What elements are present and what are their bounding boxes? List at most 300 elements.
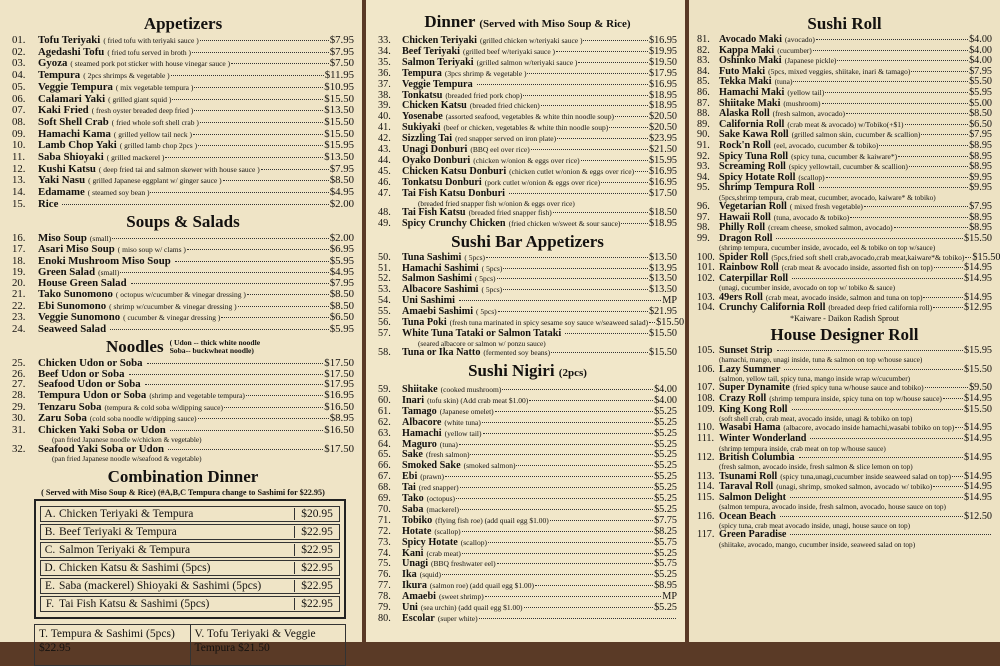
item-name: Tobiko <box>402 514 433 526</box>
item-number: 108. <box>697 393 715 405</box>
menu-panel-left <box>0 0 362 654</box>
item-name: Veggie Sunomono <box>38 311 121 324</box>
item-name: Chicken Udon or Soba <box>38 356 143 369</box>
item-number: 103. <box>697 291 715 303</box>
item-name: Tonkatsu Donburi <box>402 176 482 188</box>
dot-leader <box>524 607 654 608</box>
item-price: $13.50 <box>324 104 354 117</box>
dot-leader <box>846 113 968 114</box>
item-desc: (pork cutlet w/onion & eggs over rice) <box>484 177 601 187</box>
item-desc: (beef or chicken, vegetables & white thin noodle soup) <box>443 123 609 133</box>
item-desc: (white tuna) <box>444 417 481 427</box>
item-name: Green Salad <box>38 265 96 278</box>
item-desc: (cold soba noodle w/dipping sauce) <box>89 414 197 424</box>
dot-leader <box>921 134 968 135</box>
dinner-title: Dinner <box>424 12 476 31</box>
item-price: $17.50 <box>324 443 354 455</box>
dot-leader <box>780 516 963 517</box>
item-name: Avocado Maki <box>719 34 782 45</box>
item-name: Spicy Tuna Roll <box>719 150 789 162</box>
item-desc: (Japanese omelet) <box>439 406 494 416</box>
nigiri-subtitle: (2pcs) <box>558 366 587 379</box>
dot-leader <box>556 51 648 52</box>
item-price: $5.25 <box>654 602 677 614</box>
item-name: Sukiyaki <box>402 122 441 134</box>
item-name: Philly Roll <box>719 222 766 234</box>
item-name: Smoked Sake <box>402 460 461 472</box>
item-price: $15.50 <box>656 317 685 329</box>
menu-item <box>378 559 677 570</box>
dot-leader <box>488 542 653 543</box>
item-price: $15.50 <box>324 115 354 128</box>
item-price: $9.95 <box>969 171 992 183</box>
designer-list <box>697 346 992 549</box>
item-name: Kaki Fried <box>38 104 89 117</box>
dot-leader <box>943 398 963 399</box>
item-name: Edamame <box>38 186 85 199</box>
dinner-subtitle: (Served with Miso Soup & Rice) <box>479 18 631 30</box>
item-name: Oshinko Maki <box>719 55 782 67</box>
item-number: 51. <box>378 262 391 274</box>
item-name: Spider Roll <box>719 251 769 263</box>
item-number: 80. <box>378 613 391 624</box>
combo-name: Saba (mackerel) Shioyaki & Sashimi (5pcs) <box>59 579 262 592</box>
item-name: Amaebi Sashimi <box>402 306 474 318</box>
combo-row <box>40 560 340 576</box>
item-name: Tako <box>402 493 424 505</box>
item-desc: ( 5pcs) <box>481 263 503 273</box>
menu-item <box>12 199 354 210</box>
item-desc: (sea urchin) (add quail egg $1.00) <box>420 603 523 613</box>
item-number: 25. <box>12 356 26 369</box>
item-number: 41. <box>378 122 391 134</box>
dot-leader <box>777 350 963 351</box>
dot-leader <box>502 389 653 390</box>
item-number: 71. <box>378 514 391 526</box>
item-name: Chicken Katsu <box>402 100 467 112</box>
item-number: 107. <box>697 382 715 394</box>
item-price: $5.75 <box>654 536 677 548</box>
dot-leader <box>485 596 662 597</box>
menu-item <box>12 35 354 47</box>
item-desc: (chicken cutlet w/onion & eggs over rice) <box>509 166 635 176</box>
item-desc: (fried chicken w/sweet & sour sauce) <box>508 218 621 228</box>
item-number: 09. <box>12 127 26 140</box>
item-desc: (cucumber) <box>777 45 812 55</box>
item-price: $7.95 <box>329 34 354 46</box>
item-number: 100. <box>697 251 715 263</box>
noodles-note <box>170 339 261 355</box>
item-desc: (small) <box>89 233 112 243</box>
item-name: Chicken Katsu Donburi <box>402 165 507 177</box>
item-price: $10.95 <box>324 80 354 93</box>
item-number: 26. <box>12 367 26 380</box>
item-name: Asari Miso Soup <box>38 243 115 256</box>
item-desc: (fresh tuna marinated in spicy sesame soy sauce w/seaweed salad) <box>449 318 649 328</box>
dot-leader <box>187 249 329 250</box>
menu-item <box>12 390 354 402</box>
dot-leader <box>497 563 653 564</box>
item-name: Kappa Maki <box>719 44 775 56</box>
item-subdesc: (fresh salmon, avocado inside, fresh salmon & slice lemon on top) <box>719 462 913 472</box>
item-name: Shrimp Tempura Roll <box>719 182 815 194</box>
item-name: Unagi Donburi <box>402 144 468 156</box>
item-price: $8.50 <box>329 174 354 187</box>
item-number: 91. <box>697 139 710 151</box>
item-number: 47. <box>378 187 391 199</box>
item-name: Tai Fish Katsu <box>402 206 466 218</box>
item-number: 45. <box>378 165 391 177</box>
item-desc: ( grilled Japanese eggplant w/ ginger sauce ) <box>88 176 222 186</box>
dot-leader <box>529 400 653 401</box>
item-desc: (scallop) <box>798 172 825 182</box>
dot-leader <box>792 409 963 410</box>
item-desc: (cream cheese, smoked salmon, avocado) <box>768 223 893 233</box>
item-name: Tempura Udon or Soba <box>38 388 147 401</box>
item-price: $8.95 <box>969 139 992 151</box>
item-number: 13. <box>12 174 26 187</box>
combo-price: $22.95 <box>294 580 339 592</box>
item-subdesc: (shrimp tempura, cucumber inside, avocado, eel & tobiko on top w/sauce) <box>719 243 936 253</box>
combo-name: Chicken Katsu & Sashimi (5pcs) <box>59 561 211 574</box>
item-name: Sunset Strip <box>719 344 773 356</box>
item-name: Tofu Teriyaki <box>38 34 101 46</box>
item-price: $14.95 <box>963 262 992 274</box>
item-number: 44. <box>378 154 391 166</box>
noodles-title: Noodles <box>105 336 164 356</box>
item-number: 05. <box>12 80 26 93</box>
item-price: $4.95 <box>329 265 354 278</box>
dot-leader <box>635 171 648 172</box>
item-desc: (red snapper served on iron plate) <box>455 134 557 144</box>
item-price: $15.95 <box>324 139 354 152</box>
item-name: Yosenabe <box>402 111 443 123</box>
item-price: $15.50 <box>972 251 1000 263</box>
dot-leader <box>460 487 654 488</box>
item-price: $5.25 <box>654 405 677 417</box>
noodles-note-line1: ( Udon -- thick white noodle <box>169 337 261 347</box>
item-number: 21. <box>12 288 26 301</box>
item-price: $15.50 <box>963 403 992 415</box>
item-desc: (octopus) <box>426 494 456 504</box>
item-price: $15.50 <box>963 232 992 244</box>
item-subdesc: (salmon tempura, avocado inside, fresh salmon, avocado, house sauce on top) <box>719 502 946 512</box>
item-name: 49ers Roll <box>719 291 763 303</box>
item-price: $14.95 <box>963 393 992 405</box>
item-number: 43. <box>378 144 391 156</box>
dot-leader <box>246 395 323 396</box>
item-name: Tai Fish Katsu Donburi <box>402 187 505 199</box>
item-desc: (fresh salmon) <box>425 450 470 460</box>
dot-leader <box>793 81 968 82</box>
dot-leader <box>531 149 648 150</box>
dot-leader <box>175 261 329 262</box>
item-desc: (breaded fried chicken) <box>469 101 540 111</box>
item-name: Hotate <box>402 525 432 537</box>
noodles-header <box>12 337 354 357</box>
item-name: Tuna Sashimi <box>402 251 462 263</box>
dot-leader <box>247 294 329 295</box>
item-price: $5.75 <box>654 558 677 570</box>
item-name: Shiitake <box>402 383 438 395</box>
item-price: $5.25 <box>654 493 677 505</box>
combo-letter: A. <box>44 507 56 520</box>
item-name: Super Dynamite <box>719 382 790 394</box>
combo-name: Salmon Teriyaki & Tempura <box>59 543 191 556</box>
item-desc: ( fresh oyster breaded deep fried ) <box>91 106 194 116</box>
item-number: 69. <box>378 493 391 505</box>
item-price: $7.95 <box>329 277 354 290</box>
item-number: 70. <box>378 503 391 515</box>
item-desc: ( grilled lamb chop 2pcs ) <box>119 141 198 151</box>
menu-item <box>378 461 677 472</box>
item-price: $7.50 <box>329 57 354 70</box>
item-number: 93. <box>697 161 710 173</box>
item-price: $15.50 <box>648 347 677 359</box>
item-name: Calamari Yaki <box>38 92 106 105</box>
item-name: Tekka Maki <box>719 76 772 88</box>
item-name: Enoki Mushroom Miso Soup <box>38 254 171 267</box>
item-desc: (tuna) <box>774 77 793 87</box>
dot-leader <box>462 531 653 532</box>
item-desc: (tofu skin) (Add crab meat $1.00) <box>427 395 529 405</box>
item-number: 19. <box>12 265 26 278</box>
dot-leader <box>456 498 653 499</box>
dot-leader <box>819 187 968 188</box>
item-desc: (fresh salmon, avocado) <box>772 109 845 119</box>
item-number: 98. <box>697 222 710 234</box>
item-name: Screaming Roll <box>719 161 786 173</box>
item-number: 78. <box>378 591 391 603</box>
item-name: Spicy Crunchy Chicken <box>402 217 506 229</box>
item-desc: ( steamed soy bean ) <box>87 188 150 198</box>
item-name: House Green Salad <box>38 277 127 290</box>
item-desc: (grilled salmon w/teriyaki sauce ) <box>476 57 578 67</box>
item-price: $8.95 <box>969 161 992 173</box>
dot-leader <box>933 486 963 487</box>
item-price: $8.95 <box>329 412 354 425</box>
menu-item <box>12 358 354 369</box>
combo-row <box>40 578 340 594</box>
item-desc: ( grilled mackerel ) <box>106 153 165 163</box>
item-number: 86. <box>697 86 710 98</box>
dot-leader <box>224 407 323 408</box>
item-name: Ebi Sunomono <box>38 299 107 312</box>
dot-leader <box>790 497 963 498</box>
combo-t: T. Tempura & Sashimi (5pcs) $22.95 <box>39 627 175 654</box>
item-name: Crazy Roll <box>719 393 767 405</box>
item-desc: (5pcs, mixed veggies, shiitake, inari & tamago) <box>768 66 911 76</box>
dot-leader <box>509 193 648 194</box>
item-number: 11. <box>12 151 26 164</box>
item-price: $16.95 <box>648 176 677 188</box>
item-number: 14. <box>12 186 26 199</box>
item-number: 72. <box>378 525 391 537</box>
item-desc: ( mix vegetable tempura ) <box>115 82 194 92</box>
item-price: $9.50 <box>969 382 992 394</box>
item-price: $14.95 <box>963 422 992 434</box>
item-number: 101. <box>697 262 715 274</box>
menu-item <box>12 187 354 199</box>
dot-leader <box>923 297 963 298</box>
item-desc: (breaded fried snapper fish) <box>468 207 552 217</box>
dot-leader <box>120 272 328 273</box>
item-name: Hamachi Sashimi <box>402 262 479 274</box>
item-number: 87. <box>697 97 710 109</box>
dot-leader <box>911 71 968 72</box>
item-price: $5.25 <box>654 503 677 515</box>
dot-leader <box>565 333 648 334</box>
item-desc: ( 5pcs) <box>474 274 496 284</box>
item-subdesc: (spicy tuna, crab meat avocado inside, unagi, house sauce on top) <box>719 521 911 531</box>
item-desc: (breaded deep fried california roll) <box>828 303 933 313</box>
item-price: $15.50 <box>648 327 677 339</box>
menu-item <box>12 324 354 335</box>
menu-item <box>12 117 354 129</box>
item-number: 67. <box>378 471 391 483</box>
item-price: $8.95 <box>969 150 992 162</box>
dot-leader <box>261 169 329 170</box>
item-number: 79. <box>378 602 391 614</box>
dot-leader <box>790 534 991 535</box>
item-number: 65. <box>378 449 391 461</box>
item-price: $5.25 <box>654 569 677 581</box>
item-price: $17.50 <box>324 367 354 380</box>
dot-leader <box>498 311 648 312</box>
item-price: $15.50 <box>963 363 992 375</box>
item-price: $13.95 <box>648 262 677 274</box>
item-price: $8.50 <box>969 108 992 120</box>
item-price: $6.50 <box>329 311 354 324</box>
item-name: Albacore <box>402 416 442 428</box>
item-name: Salmon Teriyaki <box>402 56 474 68</box>
dot-leader <box>551 352 648 353</box>
designer-title: House Designer Roll <box>770 324 919 344</box>
item-desc: (spicy yellowtail, cucumber & scallion) <box>788 162 908 172</box>
item-name: White Tuna Tataki or Salmon Tataki <box>402 327 562 339</box>
item-desc: ( mixed fresh vegetable) <box>789 202 863 212</box>
item-number: 49. <box>378 217 391 229</box>
soups-title: Soups & Salads <box>126 211 240 231</box>
dot-leader <box>503 289 648 290</box>
item-desc: (breaded fried pork chop) <box>445 90 523 100</box>
dot-leader <box>925 387 968 388</box>
combo-letter: B. <box>44 525 56 538</box>
item-subdesc: (salmon, yellow tail, spicy tuna, mango inside wrap w/cucumber) <box>719 374 911 384</box>
item-number: 64. <box>378 438 391 450</box>
item-price: $16.95 <box>648 78 677 90</box>
menu-item <box>378 538 677 549</box>
dot-leader <box>495 411 653 412</box>
dot-leader <box>112 238 329 239</box>
item-number: 60. <box>378 394 391 406</box>
item-name: Salmon Delight <box>719 491 787 503</box>
menu-item <box>378 348 677 359</box>
roll-list <box>697 34 1000 314</box>
item-number: 66. <box>378 460 391 472</box>
item-number: 63. <box>378 427 391 439</box>
item-desc: (Japanese pickle) <box>784 56 837 66</box>
item-desc: (tuna) <box>439 439 458 449</box>
dot-leader <box>147 363 324 364</box>
item-price: $2.00 <box>329 231 354 244</box>
item-desc: ( shrimp w/cucumber & vinegar dressing ) <box>109 301 237 311</box>
item-subdesc: (5pcs,shrimp tempura, crab meat, cucumber, avocado, kaiware* & tobiko) <box>719 192 936 202</box>
combo-row <box>40 506 340 522</box>
item-desc: ( cucumber & vinegar dressing ) <box>123 313 221 323</box>
dot-leader <box>527 73 648 74</box>
item-desc: (grilled salmon skin, cucumber & scallion) <box>791 130 921 140</box>
item-desc: ( fried tofu served in broth ) <box>107 47 192 57</box>
bar-title: Sushi Bar Appetizers <box>451 231 604 251</box>
item-subdesc: (seared albacore or salmon w/ ponzu sauce) <box>418 338 546 348</box>
item-price: $12.95 <box>963 302 992 314</box>
item-name: Unagi <box>402 558 429 570</box>
item-name: Inari <box>402 394 425 406</box>
item-number: 31. <box>12 424 26 437</box>
item-number: 94. <box>697 171 710 183</box>
item-number: 33. <box>378 35 391 46</box>
item-desc: (spicy tuna,unagi,cucumber inside seaweed salad on top) <box>780 471 952 481</box>
kaiware-footnote: *Kaiware - Daikon Radish Sprout <box>790 313 899 323</box>
item-price: $15.50 <box>324 127 354 140</box>
combo-price: $22.95 <box>294 598 339 610</box>
item-number: 18. <box>12 254 26 267</box>
item-number: 85. <box>697 76 710 88</box>
item-name: Uni Sashimi <box>402 295 455 307</box>
item-name: Gyoza <box>38 57 68 70</box>
item-desc: (mushroom) <box>783 98 821 108</box>
item-price: $14.95 <box>963 272 992 284</box>
item-name: Wasabi Hama <box>719 422 781 434</box>
menu-item <box>378 69 677 80</box>
item-number: 36. <box>378 67 391 79</box>
item-name: Ika <box>402 569 417 581</box>
item-number: 22. <box>12 299 26 312</box>
item-desc: (BBQ eel over rice) <box>470 145 530 155</box>
dot-leader <box>535 585 653 586</box>
item-name: Rice <box>38 197 59 210</box>
dinner-header <box>378 12 677 34</box>
item-price: $5.95 <box>329 254 354 267</box>
dot-leader <box>238 306 329 307</box>
item-price: $7.95 <box>969 65 992 77</box>
item-price: MP <box>662 295 677 307</box>
item-price: $13.50 <box>648 251 677 263</box>
menu-panel-right <box>689 0 1000 642</box>
item-subdesc: (breaded fried snapper fish w/onion & eggs over rice) <box>418 198 575 208</box>
item-price: $21.50 <box>648 144 677 156</box>
item-name: Lamb Chop Yaki <box>38 139 117 152</box>
item-desc: (red snapper) <box>418 483 459 493</box>
item-name: Tamago <box>402 405 437 417</box>
dot-leader <box>810 438 963 439</box>
item-number: 77. <box>378 580 391 592</box>
dot-leader <box>601 182 648 183</box>
item-price: $11.95 <box>324 69 354 82</box>
item-desc: (sweet shrimp) <box>438 592 484 602</box>
item-name: British Columbia <box>719 451 795 463</box>
item-price: $8.95 <box>969 222 992 234</box>
item-desc: (eel, avocado, cucumber & tobiko) <box>773 140 879 150</box>
item-price: $15.50 <box>324 92 354 105</box>
item-number: 59. <box>378 383 391 395</box>
item-subdesc: (shrimp tempura inside, crab meat on top w/house sauce) <box>719 443 886 453</box>
item-number: 04. <box>12 69 26 82</box>
combo-subtitle: ( Served with Miso Soup & Rice) (#A,B,C Tempura change to Sashimi for $22.95) <box>41 487 325 497</box>
dot-leader <box>171 75 324 76</box>
dot-leader <box>879 145 968 146</box>
